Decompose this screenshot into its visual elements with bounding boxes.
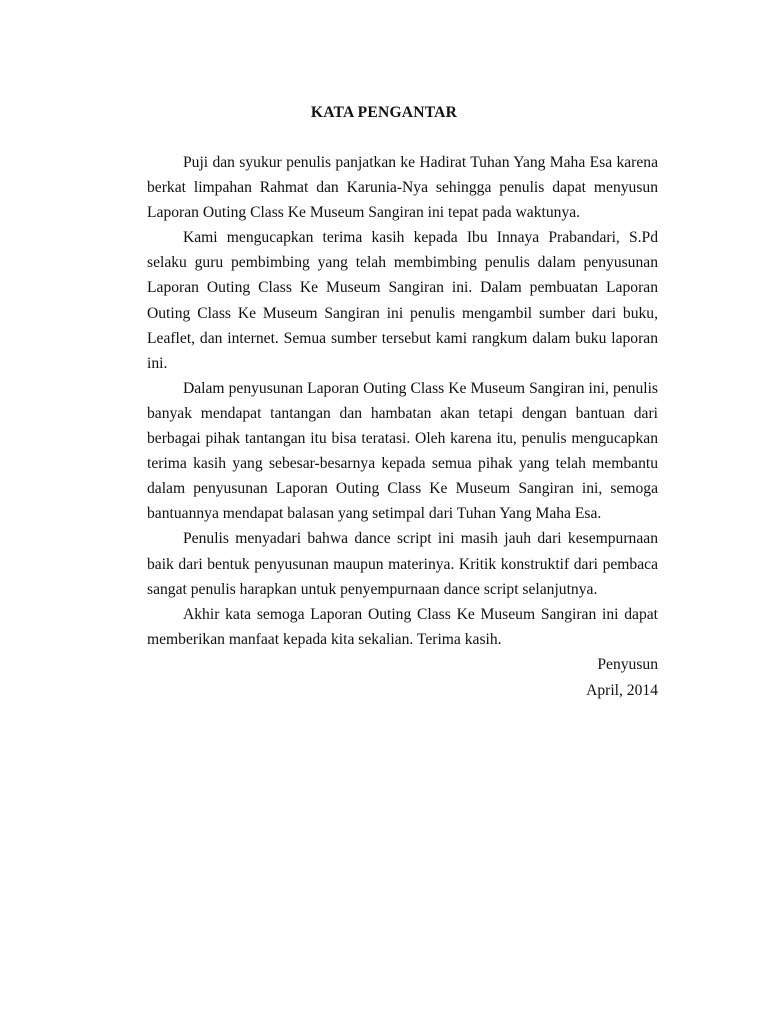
signature-date: April, 2014 — [586, 682, 658, 699]
paragraph-imperfection: Penulis menyadari bahwa dance script ini masih jauh dari kesempurnaan baik dari bentuk penyusunan maupun materinya. Kritik konstruktif dari pembaca sangat penulis harapkan untuk penyempurnaan dance script selanjutnya. — [147, 530, 658, 598]
body-text — [147, 150, 658, 652]
paragraph-closing: Akhir kata semoga Laporan Outing Class Ke Museum Sangiran ini dapat memberikan manfaat kepada kita sekalian. Terima kasih. — [147, 605, 658, 648]
paragraph-challenges: Dalam penyusunan Laporan Outing Class Ke Museum Sangiran ini, penulis banyak mendapat tantangan dan hambatan akan tetapi dengan bantuan dari berbagai pihak tantangan itu bisa teratasi. Oleh karena itu, penulis mengucapkan terima kasih yang sebesar-besarnya kepada semua pihak yang telah membantu dalam penyusunan Laporan Outing Class Ke Museum Sangiran ini, semoga bantuannya mendapat balasan yang setimpal dari Tuhan Yang Maha Esa. — [147, 379, 658, 523]
paragraph-gratitude: Puji dan syukur penulis panjatkan ke Hadirat Tuhan Yang Maha Esa karena berkat limpahan Rahmat dan Karunia-Nya sehingga penulis dapat menyusun Laporan Outing Class Ke Museum Sangiran ini tepat pada waktunya. — [147, 154, 658, 222]
page-title: KATA PENGANTAR — [310, 104, 458, 121]
signature-label: Penyusun — [597, 656, 658, 673]
paragraph-thanks-supervisor: Kami mengucapkan terima kasih kepada Ibu Innaya Prabandari, S.Pd selaku guru pembimbing yang telah membimbing penulis dalam penyusunan Laporan Outing Class Ke Museum Sangiran ini. Dalam pembuatan Laporan Outing Class Ke Museum Sangiran ini penulis mengambil sumber dari buku, Leaflet, dan internet. Semua sumber tersebut kami rangkum dalam buku laporan ini. — [147, 229, 658, 372]
